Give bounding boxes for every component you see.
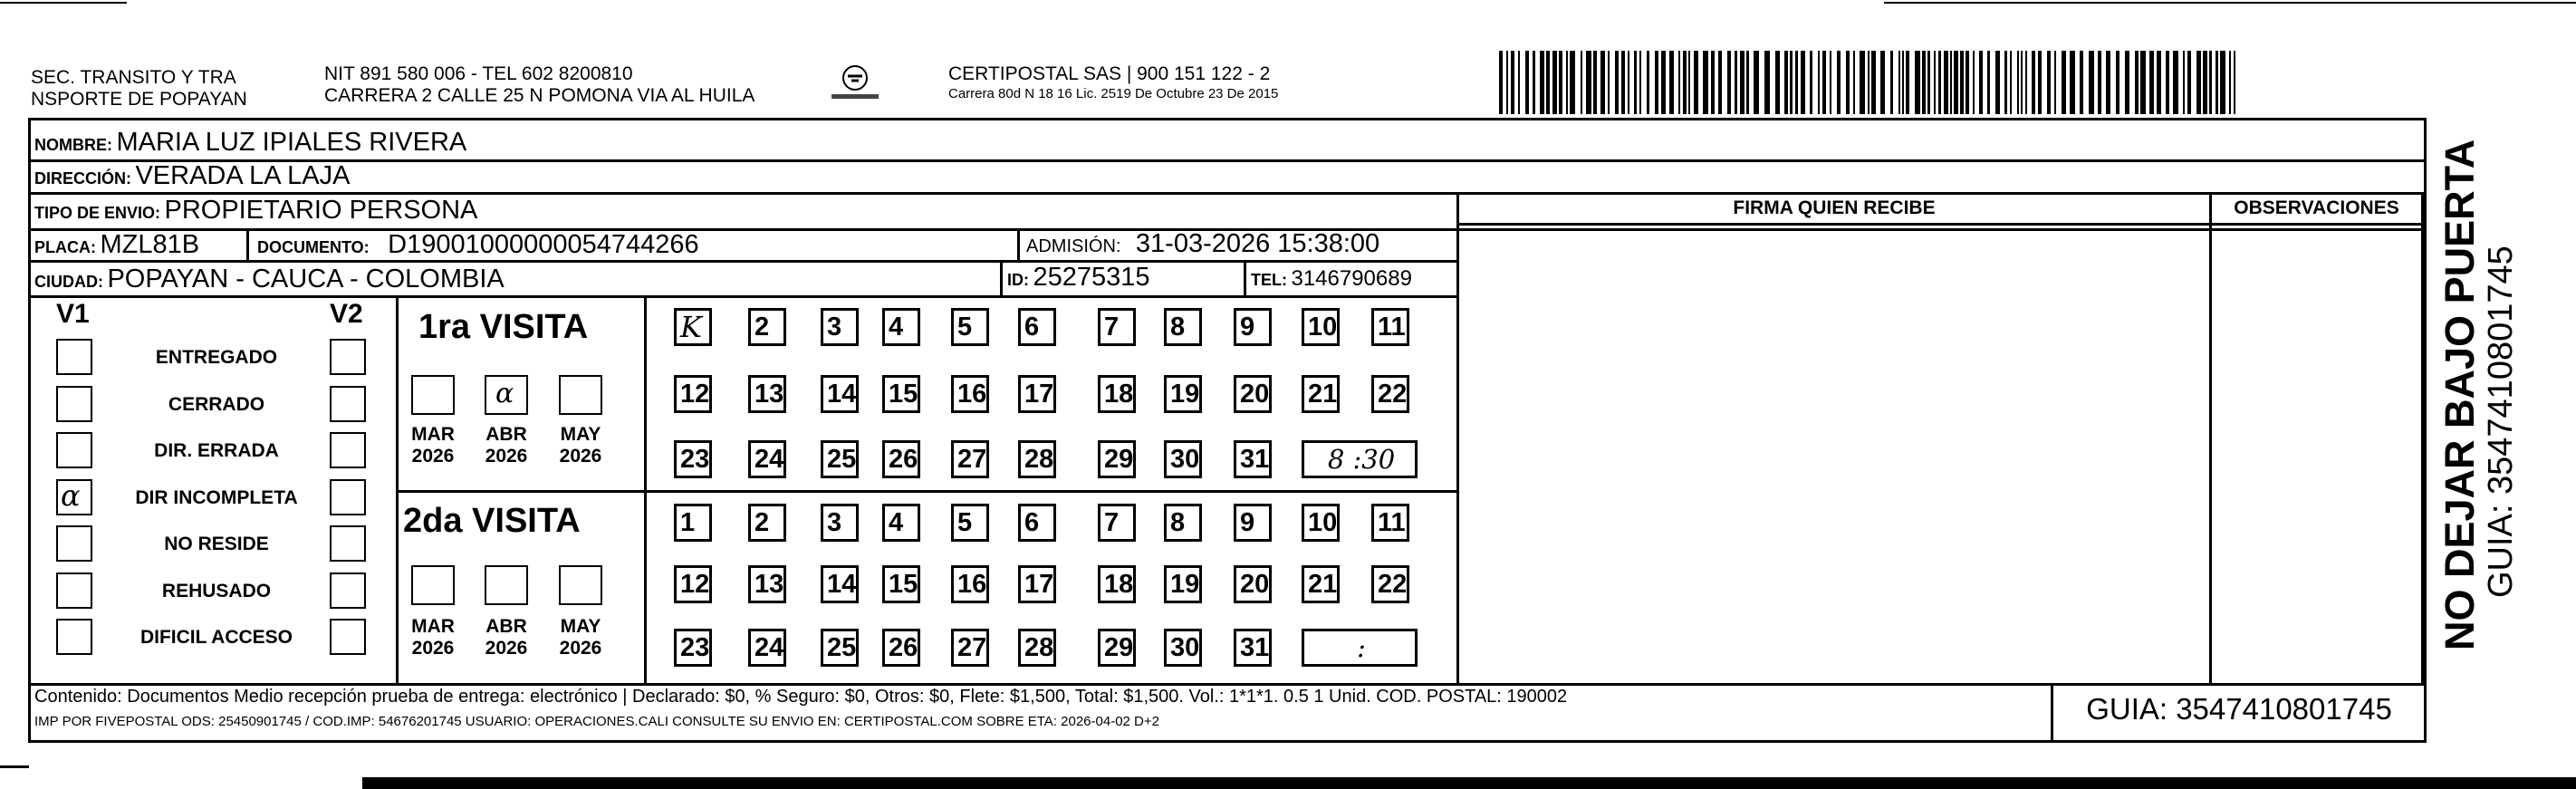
checkbox-mark: α: [495, 378, 514, 409]
day-checkbox[interactable]: 12: [674, 565, 712, 603]
nombre-row: [34, 127, 466, 162]
v1-checkbox[interactable]: [56, 525, 92, 562]
sender-block: [31, 67, 247, 111]
day-checkbox[interactable]: 23: [674, 440, 712, 478]
month-checkbox[interactable]: [411, 565, 455, 605]
day-checkbox[interactable]: 18: [1098, 375, 1136, 413]
tipo-envio-row: [34, 195, 477, 230]
v2-checkbox[interactable]: [330, 432, 366, 468]
checkbox-mark: α: [61, 478, 81, 513]
day-checkbox[interactable]: 21: [1302, 375, 1340, 413]
day-checkbox[interactable]: 8: [1164, 308, 1202, 346]
day-checkbox[interactable]: 2: [748, 308, 786, 346]
placa-value: MZL81B: [100, 230, 200, 259]
visit-divider: [399, 490, 1459, 493]
day-checkbox[interactable]: 22: [1371, 375, 1409, 413]
day-checkbox[interactable]: 16: [951, 565, 989, 603]
day-checkbox[interactable]: 27: [951, 440, 989, 478]
v1-checkbox[interactable]: [56, 432, 92, 468]
barcode-icon: [1499, 51, 2237, 114]
day-checkbox[interactable]: 7: [1098, 308, 1136, 346]
id-label: ID:: [1007, 271, 1029, 289]
status-label: DIR INCOMPLETA: [135, 487, 298, 508]
month-year: 2026: [485, 638, 528, 659]
ciudad-label: CIUDAD:: [34, 273, 103, 291]
address-line: CARRERA 2 CALLE 25 N POMONA VIA AL HUILA: [324, 85, 755, 106]
first-visit-title: 1ra VISITA: [418, 308, 589, 346]
day-checkbox[interactable]: 28: [1018, 440, 1056, 478]
placa-cell: [34, 229, 199, 265]
v2-checkbox[interactable]: [330, 619, 366, 655]
day-checkbox[interactable]: 29: [1098, 629, 1136, 667]
month-label: [552, 616, 610, 659]
tipo-envio-label: TIPO DE ENVIO:: [34, 204, 161, 222]
month-year: 2026: [559, 446, 602, 467]
top-cut-line-right: [1884, 2, 2576, 4]
v1-checkbox[interactable]: [56, 339, 92, 375]
footer-guia-divider: [2051, 683, 2053, 741]
day-checkbox[interactable]: 24: [748, 629, 786, 667]
day-checkbox[interactable]: 11: [1371, 308, 1409, 346]
month-label: [404, 616, 462, 659]
v2-checkbox[interactable]: [330, 386, 366, 422]
no-dejar-bajo-puerta: NO DEJAR BAJO PUERTA: [2437, 139, 2483, 650]
col-header-divider: [1459, 223, 2427, 226]
day-checkbox[interactable]: 26: [882, 440, 920, 478]
day-checkbox[interactable]: 17: [1018, 375, 1056, 413]
v1-checkbox[interactable]: [56, 386, 92, 422]
id-cell: [1007, 262, 1149, 297]
admision-cell: [1026, 228, 1379, 264]
month-checkbox[interactable]: [559, 375, 602, 415]
day-checkbox[interactable]: 31: [1234, 629, 1272, 667]
tel-cell: [1251, 264, 1412, 297]
day-checkbox[interactable]: 20: [1234, 565, 1272, 603]
month-name: MAY: [560, 424, 601, 445]
carrier-block: [948, 63, 1278, 103]
time-field[interactable]: :: [1302, 629, 1418, 667]
month-name: ABR: [485, 616, 527, 637]
admision-value: 31-03-2026 15:38:00: [1135, 229, 1380, 258]
admision-label: ADMISIÓN:: [1026, 236, 1121, 256]
month-name: MAY: [560, 616, 601, 637]
v1-checkbox[interactable]: [56, 573, 92, 609]
status-label: CERRADO: [168, 394, 265, 415]
month-name: ABR: [485, 424, 527, 445]
month-year: 2026: [559, 638, 602, 659]
certipostal-logo-icon: [828, 63, 882, 109]
placa-label: PLACA:: [34, 238, 96, 256]
v2-checkbox[interactable]: [330, 479, 366, 515]
direccion-value: VERADA LA LAJA: [135, 161, 351, 190]
day-checkbox[interactable]: 4: [882, 308, 920, 346]
month-year: 2026: [485, 446, 528, 467]
col-divider: [1456, 192, 1459, 683]
day-checkbox[interactable]: 29: [1098, 440, 1136, 478]
documento-value: D19001000000054744266: [388, 230, 699, 259]
nombre-value: MARIA LUZ IPIALES RIVERA: [116, 128, 467, 157]
day-checkbox[interactable]: 19: [1164, 375, 1202, 413]
observaciones-header: OBSERVACIONES: [2234, 197, 2399, 218]
sender-line2: NSPORTE DE POPAYAN: [31, 89, 247, 110]
tel-label: TEL:: [1251, 271, 1287, 289]
day-checkbox[interactable]: 16: [951, 375, 989, 413]
day-checkbox[interactable]: 25: [821, 629, 859, 667]
month-checkbox[interactable]: [485, 565, 528, 605]
month-checkbox[interactable]: [485, 375, 528, 415]
month-label: [477, 424, 535, 467]
time-field[interactable]: 8 :30: [1302, 440, 1418, 478]
sender-line1: SEC. TRANSITO Y TRA: [31, 67, 236, 88]
contenido-text: Contenido: Documentos Medio recepción prueba de entrega: electrónico | Declarado: $0, % Seguro: $0, Otros: $0, Flete: $1,500, Total: $1,500. Vol.: 1*1*1. 0.5 1 Unid. COD. POSTAL: 190002: [34, 687, 1568, 707]
day-checkbox[interactable]: 6: [1018, 308, 1056, 346]
status-divider: [396, 295, 399, 683]
v2-header: V2: [330, 299, 363, 329]
day-checkbox[interactable]: 27: [951, 629, 989, 667]
day-checkbox[interactable]: 9: [1234, 504, 1272, 542]
footer-guia: GUIA: 3547410801745: [2086, 692, 2392, 726]
day-checkbox[interactable]: 26: [882, 629, 920, 667]
cell-divider: [246, 228, 249, 260]
imp-text: IMP POR FIVEPOSTAL ODS: 25450901745 / COD.IMP: 54676201745 USUARIO: OPERACIONES.CALI CONSULTE SU ENVIO EN: CERTIPOSTAL.COM SOBRE ETA: 2026-04-02 D+2: [34, 714, 1159, 729]
day-checkbox[interactable]: [674, 308, 712, 346]
day-mark: K: [680, 310, 702, 344]
status-label: DIR. ERRADA: [154, 440, 279, 461]
day-checkbox[interactable]: 8: [1164, 504, 1202, 542]
direccion-row: [34, 160, 350, 196]
status-label: NO RESIDE: [164, 534, 269, 554]
day-checkbox[interactable]: 5: [951, 504, 989, 542]
v2-checkbox[interactable]: [330, 525, 366, 562]
day-checkbox[interactable]: 13: [748, 565, 786, 603]
nombre-label: NOMBRE:: [34, 136, 112, 154]
day-checkbox[interactable]: 20: [1234, 375, 1272, 413]
month-checkbox[interactable]: [559, 565, 602, 605]
month-label: [477, 616, 535, 659]
top-cut-line-left: [0, 2, 127, 4]
day-checkbox[interactable]: 11: [1371, 504, 1409, 542]
observaciones-area[interactable]: [2215, 228, 2419, 681]
day-checkbox[interactable]: 15: [882, 375, 920, 413]
day-checkbox[interactable]: 15: [882, 565, 920, 603]
ciudad-cell: [34, 264, 505, 299]
carrier-name: CERTIPOSTAL SAS | 900 151 122 - 2: [948, 63, 1271, 84]
issuer-block: [324, 63, 755, 107]
firma-signature-area[interactable]: [1462, 228, 2206, 681]
day-checkbox[interactable]: 21: [1302, 565, 1340, 603]
day-checkbox[interactable]: 6: [1018, 504, 1056, 542]
day-checkbox[interactable]: 14: [821, 565, 859, 603]
status-label: ENTREGADO: [155, 347, 278, 368]
firma-header: FIRMA QUIEN RECIBE: [1733, 197, 1936, 218]
day-checkbox[interactable]: 22: [1371, 565, 1409, 603]
status-label: REHUSADO: [161, 581, 272, 601]
day-checkbox[interactable]: 2: [748, 504, 786, 542]
day-checkbox[interactable]: 10: [1302, 308, 1340, 346]
day-checkbox[interactable]: 19: [1164, 565, 1202, 603]
day-checkbox[interactable]: 30: [1164, 440, 1202, 478]
month-label: [552, 424, 610, 467]
day-checkbox[interactable]: 10: [1302, 504, 1340, 542]
day-checkbox[interactable]: 31: [1234, 440, 1272, 478]
day-checkbox[interactable]: 30: [1164, 629, 1202, 667]
month-name: MAR: [411, 616, 455, 637]
documento-cell: [257, 229, 699, 265]
day-checkbox[interactable]: 14: [821, 375, 859, 413]
month-year: 2026: [411, 446, 455, 467]
v2-checkbox[interactable]: [330, 339, 366, 375]
footer-divider: [28, 683, 2427, 686]
cell-divider: [1017, 228, 1020, 260]
day-checkbox[interactable]: 3: [821, 308, 859, 346]
id-value: 25275315: [1033, 263, 1150, 292]
status-label: DIFICIL ACCESO: [139, 627, 293, 648]
v1-checkbox[interactable]: [56, 619, 92, 655]
day-checkbox[interactable]: 25: [821, 440, 859, 478]
tel-value: 3146790689: [1291, 266, 1412, 291]
v1-header: V1: [56, 299, 90, 329]
visit-divider-v: [644, 295, 647, 683]
second-visit-title: 2da VISITA: [403, 502, 581, 540]
ciudad-value: POPAYAN - CAUCA - COLOMBIA: [107, 265, 505, 293]
day-checkbox[interactable]: 28: [1018, 629, 1056, 667]
bottom-cut-line: [0, 765, 29, 768]
day-checkbox[interactable]: 17: [1018, 565, 1056, 603]
day-checkbox[interactable]: 9: [1234, 308, 1272, 346]
month-checkbox[interactable]: [411, 375, 455, 415]
v2-checkbox[interactable]: [330, 573, 366, 609]
tipo-envio-value: PROPIETARIO PERSONA: [164, 196, 478, 225]
month-name: MAR: [411, 424, 455, 445]
day-checkbox[interactable]: 13: [748, 375, 786, 413]
bottom-bar: [362, 777, 2576, 789]
month-label: [404, 424, 462, 467]
v1-checkbox[interactable]: [56, 479, 92, 515]
day-checkbox[interactable]: 7: [1098, 504, 1136, 542]
documento-label: DOCUMENTO:: [257, 238, 370, 256]
day-checkbox[interactable]: 3: [821, 504, 859, 542]
day-checkbox[interactable]: 5: [951, 308, 989, 346]
month-year: 2026: [411, 638, 455, 659]
day-checkbox[interactable]: 4: [882, 504, 920, 542]
day-checkbox[interactable]: 24: [748, 440, 786, 478]
day-checkbox[interactable]: 18: [1098, 565, 1136, 603]
col-divider: [2421, 192, 2424, 683]
direccion-label: DIRECCIÓN:: [34, 169, 131, 188]
cell-divider: [1244, 260, 1246, 295]
day-checkbox[interactable]: 1: [674, 504, 712, 542]
day-checkbox[interactable]: 12: [674, 375, 712, 413]
carrier-license: Carrera 80d N 18 16 Lic. 2519 De Octubre 23 De 2015: [948, 86, 1279, 101]
nit-line: NIT 891 580 006 - TEL 602 8200810: [324, 63, 633, 84]
day-checkbox[interactable]: 23: [674, 629, 712, 667]
side-guia: GUIA: 3547410801745: [2482, 245, 2520, 598]
cell-divider: [1000, 260, 1003, 295]
col-divider: [2209, 192, 2212, 683]
